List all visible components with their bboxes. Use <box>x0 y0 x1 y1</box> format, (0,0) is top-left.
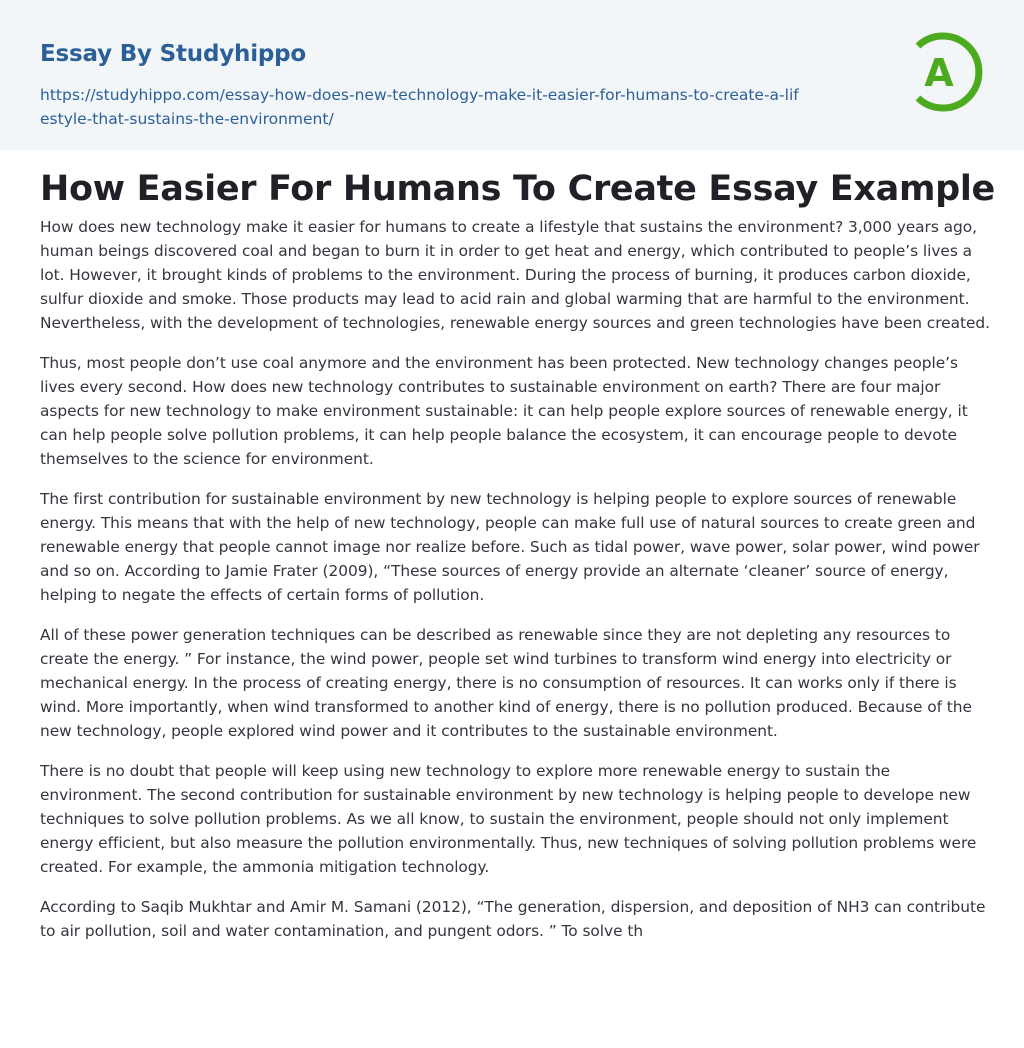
studyhippo-logo-icon[interactable] <box>906 28 990 116</box>
essay-body <box>40 215 990 959</box>
essay-paragraph: How does new technology make it easier for humans to create a lifestyle that sustains the environment? 3,000 years ago, human beings discovered coal and began to burn it in order to get heat and energy, which contributed to people’s lives a lot. However, it brought kinds of problems to the environment. During the process of burning, it produces carbon dioxide, sulfur dioxide and smoke. Those products may lead to acid rain and global warming that are harmful to the environment. Nevertheless, with the development of technologies, renewable energy sources and green technologies have been created. <box>40 218 990 332</box>
source-url-link[interactable]: https://studyhippo.com/essay-how-does-new-technology-make-it-easier-for-humans-to-create-a-lifestyle-that-sustains-the-environment/ <box>40 86 799 128</box>
logo-letter: A <box>924 51 954 95</box>
essay-paragraph: Thus, most people don’t use coal anymore and the environment has been protected. New technology changes people’s lives every second. How does new technology contributes to sustainable environment on earth? There are four major aspects for new technology to make environment sustainable: it can help people explore sources of renewable energy, it can help people solve pollution problems, it can help people balance the ecosystem, it can encourage people to devote themselves to the science for environment. <box>40 354 968 468</box>
page-title: How Easier For Humans To Create Essay Example <box>40 169 995 209</box>
essay-paragraph: There is no doubt that people will keep using new technology to explore more renewable energy to sustain the environment. The second contribution for sustainable environment by new technology is helping people to develope new techniques to solve pollution problems. As we all know, to sustain the environment, people should not only implement energy efficient, but also measure the pollution environmentally. Thus, new techniques of solving pollution problems were created. For example, the ammonia mitigation technology. <box>40 762 977 876</box>
site-header <box>0 0 1024 150</box>
site-brand[interactable]: Essay By Studyhippo <box>40 41 307 67</box>
essay-paragraph: All of these power generation techniques can be described as renewable since they are not depleting any resources to create the energy. ” For instance, the wind power, people set wind turbines to transform wind energy into electricity or mechanical energy. In the process of creating energy, there is no consumption of resources. It can works only if there is wind. More importantly, when wind transformed to another kind of energy, there is no pollution produced. Because of the new technology, people explored wind power and it contributes to the sustainable environment. <box>40 626 972 740</box>
essay-paragraph: According to Saqib Mukhtar and Amir M. Samani (2012), “The generation, dispersion, and deposition of NH3 can contribute to air pollution, soil and water contamination, and pungent odors. ” To solve th <box>40 898 986 940</box>
essay-paragraph: The first contribution for sustainable environment by new technology is helping people to explore sources of renewable energy. This means that with the help of new technology, people can make full use of natural sources to create green and renewable energy that people cannot image nor realize before. Such as tidal power, wave power, solar power, wind power and so on. According to Jamie Frater (2009), “These sources of energy provide an alternate ‘cleaner’ source of energy, helping to negate the effects of certain forms of pollution. <box>40 490 980 604</box>
